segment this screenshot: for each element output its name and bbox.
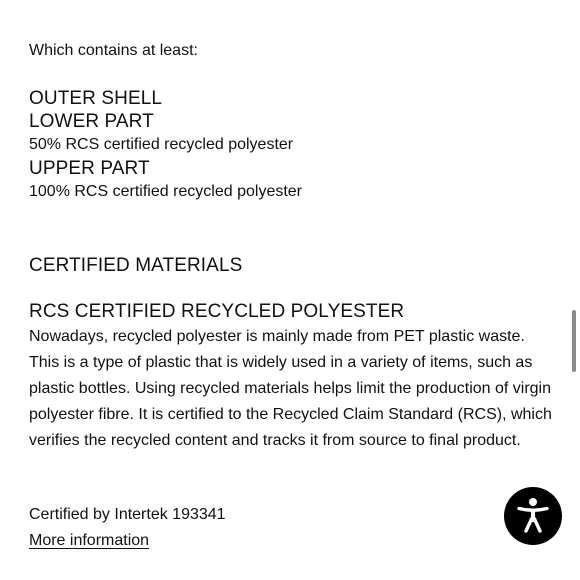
composition-section xyxy=(29,87,302,204)
accessibility-button[interactable] xyxy=(504,487,562,545)
certifier-text: Certified by Intertek 193341 xyxy=(29,506,226,523)
upper-part-heading: UPPER PART xyxy=(29,158,150,179)
material-heading: RCS CERTIFIED RECYCLED POLYESTER xyxy=(29,301,405,322)
lower-part-value: 50% RCS certified recycled polyester xyxy=(29,136,294,153)
scrollbar-thumb[interactable] xyxy=(572,310,576,372)
lower-part-heading: LOWER PART xyxy=(29,111,154,132)
composition-intro: Which contains at least: xyxy=(29,42,198,59)
material-description: Nowadays, recycled polyester is mainly made from PET plastic waste. This is a type of plastic that is widely used in a variety of items, such as plastic bottles. Using recycled materials helps limit the production of virgin polyester fibre. It is certified to the Recycled Claim Standard (RCS), which verifies the recycled content and tracks it from source to final product. xyxy=(29,328,552,449)
accessibility-person-icon xyxy=(516,497,550,535)
more-information-link[interactable]: More information xyxy=(29,532,150,549)
material-section xyxy=(29,300,559,454)
certified-materials-title: CERTIFIED MATERIALS xyxy=(29,255,243,276)
upper-part-value: 100% RCS certified recycled polyester xyxy=(29,183,303,200)
outer-shell-heading: OUTER SHELL xyxy=(29,88,163,109)
